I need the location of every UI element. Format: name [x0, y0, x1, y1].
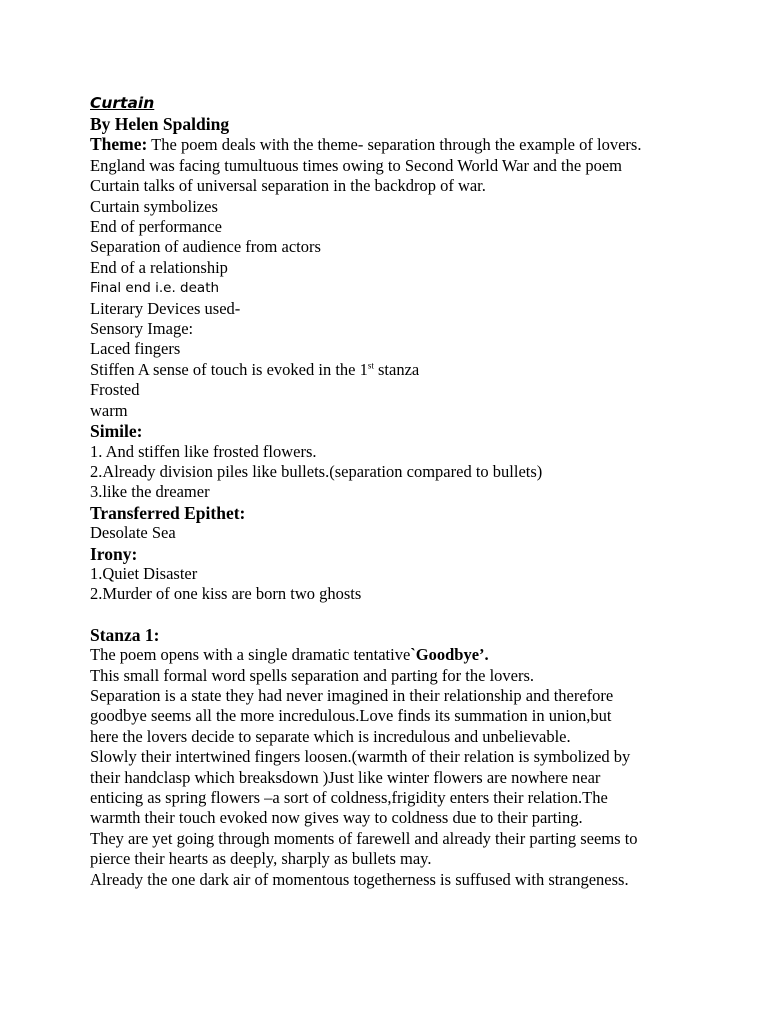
document-title: Curtain: [90, 94, 155, 112]
theme-label: Theme:: [90, 134, 148, 155]
goodbye-word: `Goodbye’.: [410, 645, 489, 665]
author-line: By Helen Spalding: [90, 114, 230, 134]
sensory-line: warm: [90, 400, 128, 420]
stanza1-line: pierce their hearts as deeply, sharply as bullets may.: [90, 849, 432, 869]
irony-item: 1.Quiet Disaster: [90, 563, 198, 583]
stanza1-opening-line: [90, 645, 720, 665]
transferred-epithet-heading: Transferred Epithet:: [90, 502, 246, 523]
simile-item: 1. And stiffen like frosted flowers.: [90, 441, 317, 461]
devices-line: Literary Devices used-: [90, 298, 241, 318]
stiffen-text: Stiffen A sense of touch is evoked in the 1: [90, 359, 368, 379]
intro-line: England was facing tumultuous times owing to Second World War and the poem: [90, 155, 622, 175]
theme-text: The poem deals with the theme- separation through the example of lovers.: [147, 135, 642, 155]
stanza1-line: Already the one dark air of momentous togetherness is suffused with strangeness.: [90, 869, 629, 889]
final-end-line: Final end i.e. death: [90, 280, 220, 297]
sensory-line: Frosted: [90, 380, 140, 400]
ordinal-superscript: st: [367, 360, 374, 371]
theme-line: [90, 134, 720, 155]
stanza1-line: enticing as spring flowers –a sort of coldness,frigidity enters their relation.The: [90, 788, 608, 807]
stanza1-line: This small formal word spells separation and parting for the lovers.: [90, 665, 535, 685]
stanza1-heading: Stanza 1:: [90, 624, 160, 645]
simile-item: 3.like the dreamer: [90, 482, 210, 502]
simile-item: 2.Already division piles like bullets.(separation compared to bullets): [90, 461, 543, 481]
stanza1-line: their handclasp which breaksdown )Just like winter flowers are nowhere near: [90, 767, 601, 787]
irony-item: 2.Murder of one kiss are born two ghosts: [90, 584, 362, 604]
stanza1-line: They are yet going through moments of farewell and already their parting seems to: [90, 828, 638, 848]
devices-line: Sensory Image:: [90, 319, 194, 339]
stanza1-line: goodbye seems all the more incredulous.Love finds its summation in union,but: [90, 706, 612, 726]
devices-line: Laced fingers: [90, 339, 181, 359]
stanza1-line: here the lovers decide to separate which is incredulous and unbelievable.: [90, 726, 571, 746]
stanza1-line: warmth their touch evoked now gives way to coldness due to their parting.: [90, 808, 583, 828]
intro-line: Curtain talks of universal separation in the backdrop of war.: [90, 176, 486, 196]
simile-heading: Simile:: [90, 421, 143, 442]
document-page: [90, 92, 720, 890]
paragraph-gap: [90, 605, 720, 625]
intro-line: Separation of audience from actors: [90, 237, 321, 257]
intro-line: Curtain symbolizes: [90, 196, 218, 216]
stanza1-line: Slowly their intertwined fingers loosen.(warmth of their relation is symbolized by: [90, 747, 631, 767]
stanza1-line: Separation is a state they had never imagined in their relationship and therefore: [90, 685, 614, 705]
transferred-epithet-item: Desolate Sea: [90, 523, 176, 543]
stiffen-text-end: stanza: [373, 359, 420, 379]
irony-heading: Irony:: [90, 543, 138, 564]
intro-line: End of performance: [90, 217, 222, 237]
stanza1-opening-text: The poem opens with a single dramatic tentative: [90, 645, 411, 665]
intro-line: End of a relationship: [90, 257, 228, 277]
stiffen-line: [90, 360, 720, 380]
